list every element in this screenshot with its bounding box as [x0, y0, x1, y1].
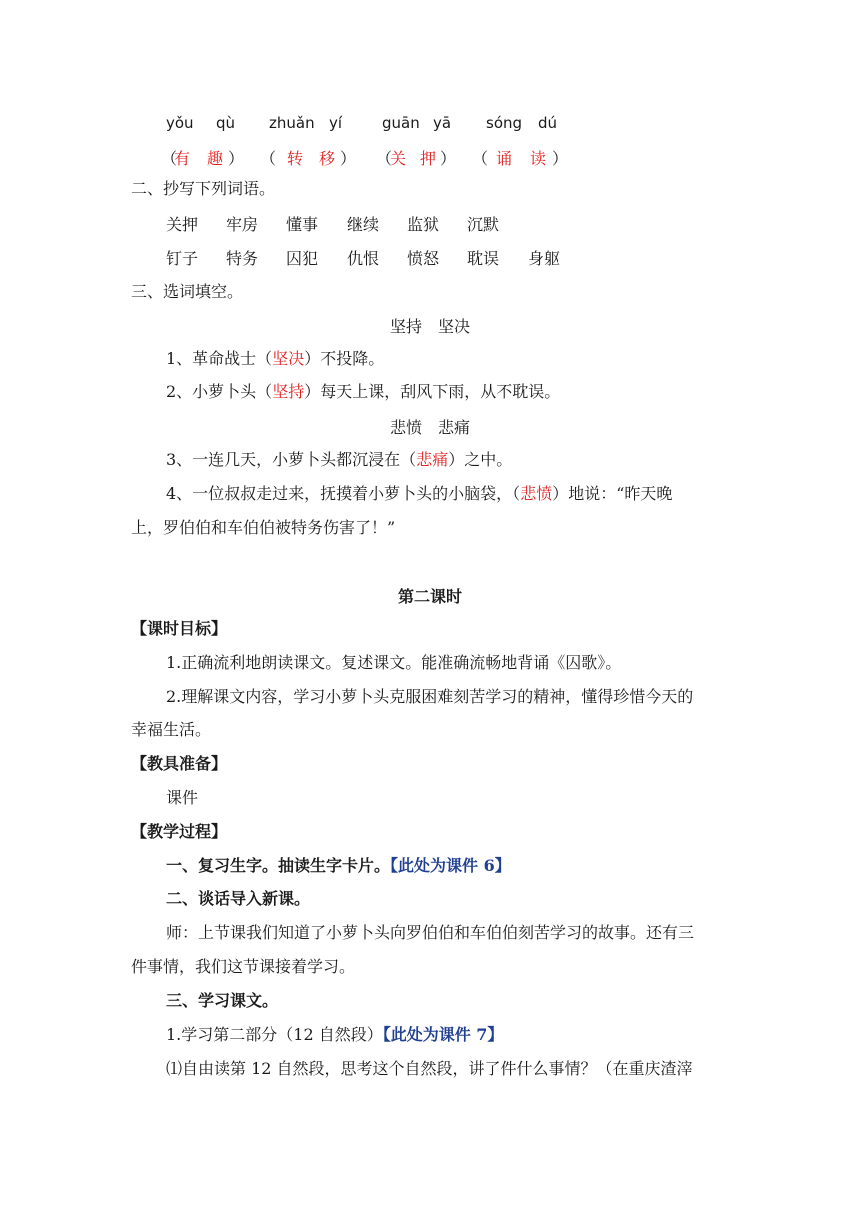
q3-suffix: ）之中。: [448, 450, 513, 469]
courseware-note-7: 【此处为课件 7】: [382, 1025, 504, 1044]
q4-prefix: 4、一位叔叔走过来，抚摸着小萝卜头的小脑袋，（: [166, 484, 521, 503]
bracket-open-1: （: [161, 149, 178, 168]
process-heading: 【教学过程】: [131, 822, 228, 841]
pinyin-2b: yí: [329, 114, 343, 132]
pinyin-2a: zhuǎn: [269, 114, 315, 132]
answer-4b: 读: [530, 149, 547, 168]
question-line: ⑴自由读第 12 自然段，思考这个自然段，讲了件什么事情？（在重庆渣滓: [166, 1059, 693, 1078]
question-1: [166, 348, 384, 370]
question-4-continued: 上，罗伯伯和车伯伯被特务伤害了！”: [131, 518, 396, 537]
step-3: 三、学习课文。: [166, 991, 279, 1010]
word-item: 仇恨: [347, 249, 380, 268]
word-item: 囚犯: [286, 249, 319, 268]
section3-heading: 三、选词填空。: [131, 282, 244, 301]
answer-3a: 关: [390, 149, 407, 168]
word-item: 沉默: [467, 215, 500, 234]
word-item: 身躯: [528, 249, 561, 268]
tools-heading: 【教具准备】: [131, 754, 228, 773]
word-item: 关押: [166, 215, 199, 234]
tools-content: 课件: [166, 788, 199, 807]
bracket-open-3: （: [376, 149, 393, 168]
teacher-line-2: 件事情，我们这节课接着学习。: [131, 957, 356, 976]
goal-1: 1.正确流利地朗读课文。复述课文。能准确流畅地背诵《囚歌》。: [166, 653, 622, 672]
goal-2-line-2: 幸福生活。: [131, 720, 212, 739]
step-2: 二、谈话导入新课。: [166, 889, 311, 908]
goals-heading: 【课时目标】: [131, 619, 228, 638]
pinyin-4b: dú: [538, 114, 558, 132]
q1-suffix: ）不投降。: [304, 349, 385, 368]
word-item: 钉子: [166, 249, 199, 268]
step-1-text: 一、复习生字。抽读生字卡片。: [166, 856, 391, 875]
step-1: [166, 855, 511, 877]
answer-1b: 趣: [207, 149, 224, 168]
word-item: 继续: [347, 215, 380, 234]
q2-answer: 坚持: [272, 382, 305, 401]
bracket-close-1: ）: [228, 149, 245, 168]
word-item: 牢房: [226, 215, 259, 234]
answer-1a: 有: [174, 149, 191, 168]
q1-answer: 坚决: [272, 349, 305, 368]
bracket-open-4: （: [472, 149, 489, 168]
teacher-line-1: 师：上节课我们知道了小萝卜头向罗伯伯和车伯伯刻苦学习的故事。还有三: [166, 923, 695, 942]
courseware-note-6: 【此处为课件 6】: [390, 856, 511, 875]
bracket-close-4: ）: [552, 149, 569, 168]
q2-prefix: 2、小萝卜头（: [166, 382, 273, 401]
question-3: [166, 449, 512, 471]
word-item: 懂事: [286, 215, 319, 234]
question-2: [166, 381, 560, 403]
goal-2-line-1: 2.理解课文内容，学习小萝卜头克服困难刻苦学习的精神，懂得珍惜今天的: [166, 687, 694, 706]
q3-prefix: 3、一连几天，小萝卜头都沉浸在（: [166, 450, 417, 469]
pinyin-1a: yǒu: [166, 114, 194, 132]
q4-suffix: ）地说：“昨天晚: [552, 484, 673, 503]
q2-suffix: ）每天上课，刮风下雨，从不耽误。: [304, 382, 561, 401]
question-4: [166, 483, 672, 505]
pinyin-3a: guān: [382, 114, 420, 132]
bracket-open-2: （: [260, 149, 277, 168]
word-item: 愤怒: [407, 249, 440, 268]
lesson2-title: 第二课时: [397, 587, 462, 606]
q1-prefix: 1、革命战士（: [166, 349, 273, 368]
pinyin-3b: yā: [433, 114, 452, 132]
word-item: 耽误: [467, 249, 500, 268]
q4-answer: 悲愤: [520, 484, 553, 503]
word-item: 监狱: [407, 215, 440, 234]
part-2-line: [166, 1024, 503, 1046]
bracket-close-3: ）: [440, 149, 457, 168]
word-choice-group-2: 悲愤 悲痛: [389, 418, 470, 437]
q3-answer: 悲痛: [416, 450, 449, 469]
pinyin-1b: qù: [216, 114, 236, 132]
pinyin-4a: sóng: [486, 114, 523, 132]
answer-3b: 押: [420, 149, 437, 168]
part-2-text: 1.学习第二部分（12 自然段）: [166, 1025, 383, 1044]
answer-2a: 转: [287, 149, 304, 168]
bracket-close-2: ）: [340, 149, 357, 168]
word-item: 特务: [226, 249, 259, 268]
section2-heading: 二、抄写下列词语。: [131, 179, 276, 198]
word-choice-group-1: 坚持 坚决: [389, 317, 470, 336]
answer-4a: 诵: [496, 149, 513, 168]
answer-2b: 移: [319, 149, 336, 168]
